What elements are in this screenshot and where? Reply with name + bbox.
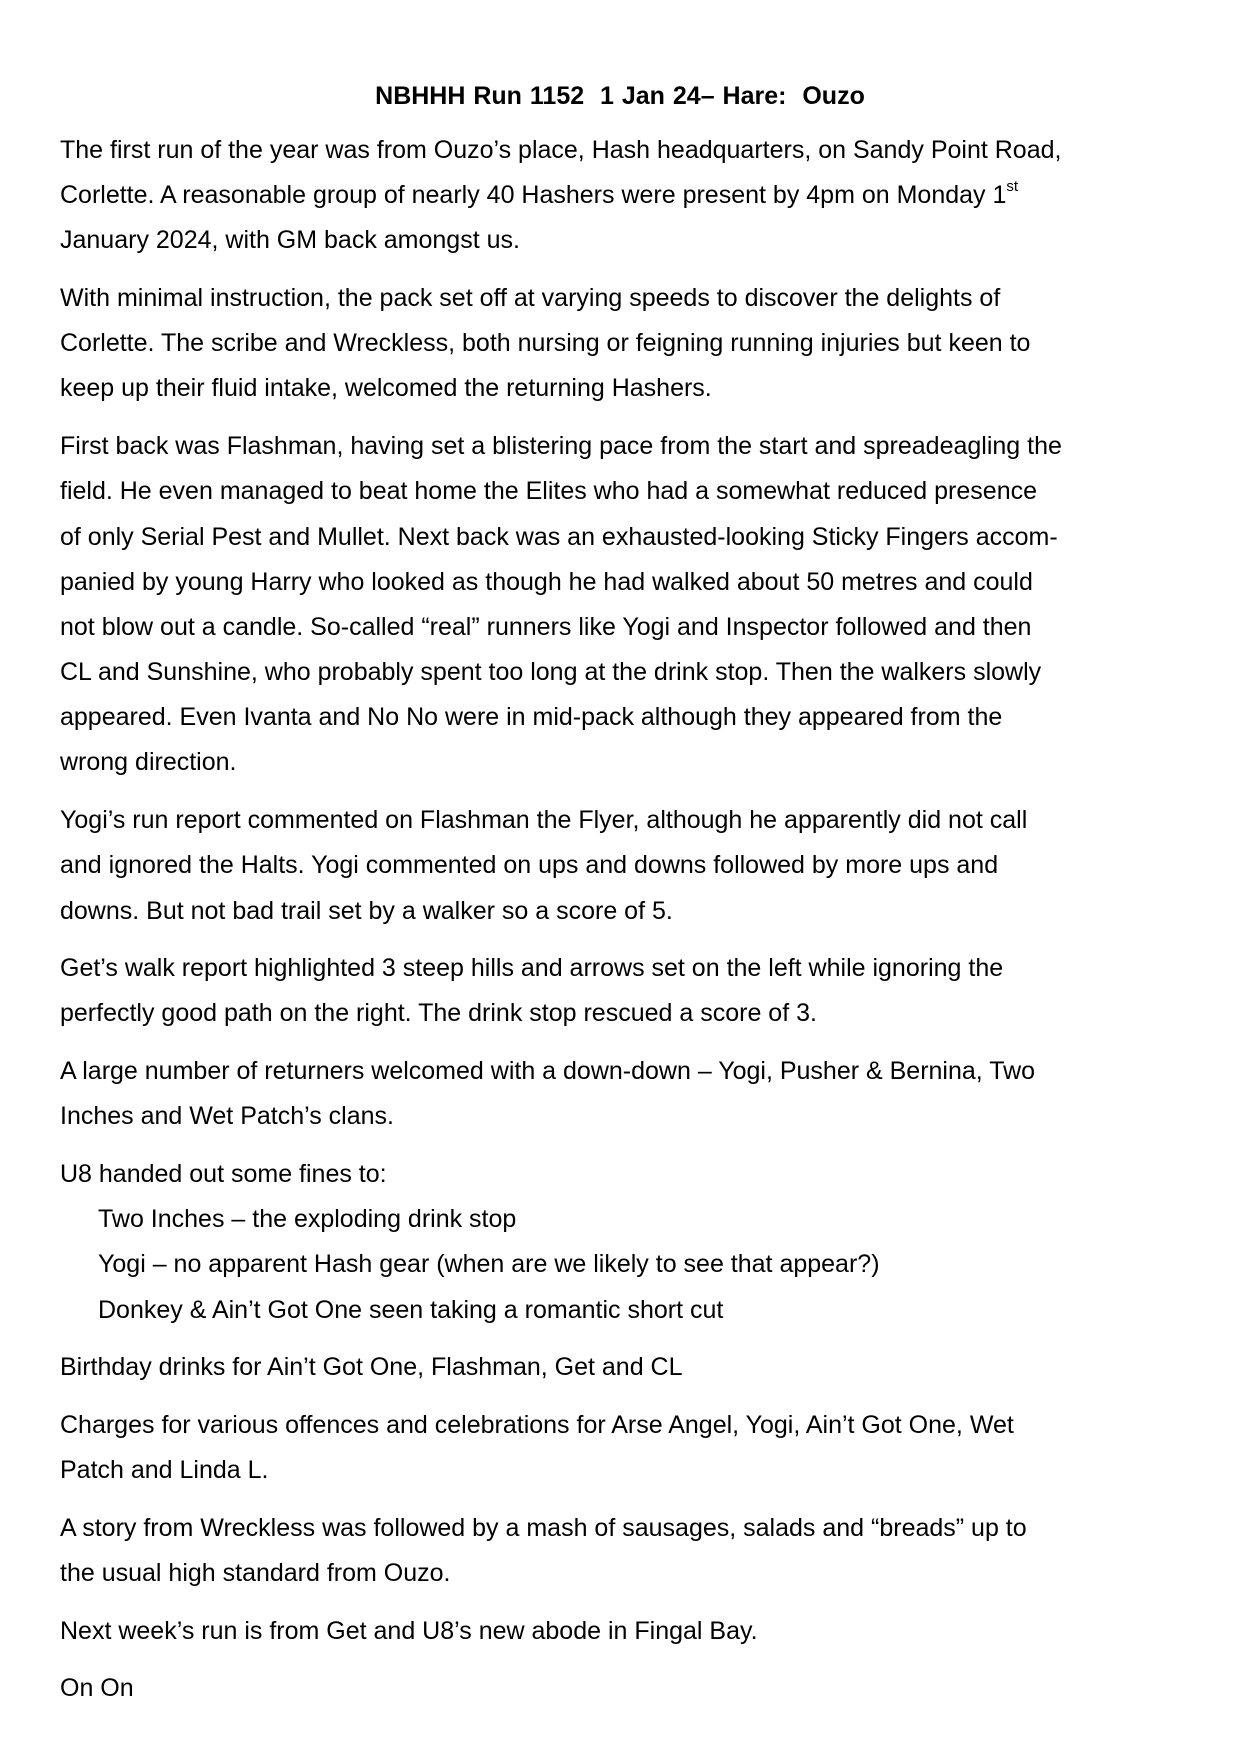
text-line: appeared. Even Ivanta and No No were in mid-pack although they appeared from the [60,703,1003,732]
text-line: Yogi’s run report commented on Flashman the Flyer, although he apparently did not call [60,806,1028,835]
text-line: perfectly good path on the right. The drink stop rescued a score of 3. [60,999,817,1028]
text-line: January 2024, with GM back amongst us. [60,226,520,255]
fine-item: Yogi – no apparent Hash gear (when are we likely to see that appear?) [98,1250,880,1279]
ordinal-suffix: st [1006,177,1019,195]
document-title: NBHHH Run 1152 1 Jan 24– Hare: Ouzo [375,82,865,110]
paragraph-start [60,276,1200,412]
paragraph-fines [60,1152,1200,1333]
paragraph-birthdays [60,1345,1200,1390]
paragraph-intro [60,128,1200,264]
text-line: CL and Sunshine, who probably spent too long at the drink stop. Then the walkers slowly [60,658,1042,687]
text-line: field. He even managed to beat home the Elites who had a somewhat reduced presence [60,477,1038,506]
text-line: Next week’s run is from Get and U8’s new abode in Fingal Bay. [60,1616,758,1645]
text-line: On On [60,1674,134,1703]
fine-item: Donkey & Ain’t Got One seen taking a romantic short cut [98,1295,724,1324]
text-line [60,173,1200,218]
fine-item: Two Inches – the exploding drink stop [98,1205,517,1234]
text-line: A large number of returners welcomed with a down-down – Yogi, Pusher & Bernina, Two [60,1057,1036,1086]
paragraph-food [60,1506,1200,1596]
text-line: First back was Flashman, having set a blistering pace from the start and spreadeagling the [60,432,1062,461]
text-line: A story from Wreckless was followed by a mash of sausages, salads and “breads” up to [60,1513,1027,1542]
text-line: Patch and Linda L. [60,1456,269,1485]
text-line: The first run of the year was from Ouzo’s place, Hash headquarters, on Sandy Point Road, [60,136,1062,164]
paragraph-walk-report [60,946,1200,1036]
text-line: With minimal instruction, the pack set off at varying speeds to discover the delights of [60,284,1001,313]
text-line: of only Serial Pest and Mullet. Next back was an exhausted-looking Sticky Fingers accom- [60,522,1058,551]
paragraph-run-report [60,798,1200,934]
text-line: panied by young Harry who looked as though he had walked about 50 metres and could [60,567,1033,596]
text-line: Corlette. The scribe and Wreckless, both nursing or feigning running injuries but keen to [60,329,1031,358]
paragraph-next-run [60,1609,1200,1654]
text-line: the usual high standard from Ouzo. [60,1558,451,1587]
text-line: Inches and Wet Patch’s clans. [60,1102,394,1131]
text-line: downs. But not bad trail set by a walker so a score of 5. [60,896,673,925]
text-line: not blow out a candle. So-called “real” runners like Yogi and Inspector followed and then [60,612,1032,641]
text-line: and ignored the Halts. Yogi commented on ups and downs followed by more ups and [60,851,999,880]
paragraph-sign-off [60,1666,1200,1711]
text-line: Get’s walk report highlighted 3 steep hills and arrows set on the left while ignoring the [60,954,1004,983]
text-line: keep up their fluid intake, welcomed the returning Hashers. [60,374,712,403]
text-line: wrong direction. [60,748,237,777]
paragraph-returns [60,424,1200,786]
text-line: Birthday drinks for Ain’t Got One, Flashman, Get and CL [60,1353,683,1382]
paragraph-charges [60,1403,1200,1493]
text-segment: Corlette. A reasonable group of nearly 40 Hashers were present by 4pm on Monday 1 [60,181,1007,210]
document-body [60,128,1200,1724]
paragraph-returners [60,1049,1200,1139]
text-line: Charges for various offences and celebrations for Arse Angel, Yogi, Ain’t Got One, Wet [60,1410,1014,1439]
text-line: U8 handed out some fines to: [60,1159,387,1188]
